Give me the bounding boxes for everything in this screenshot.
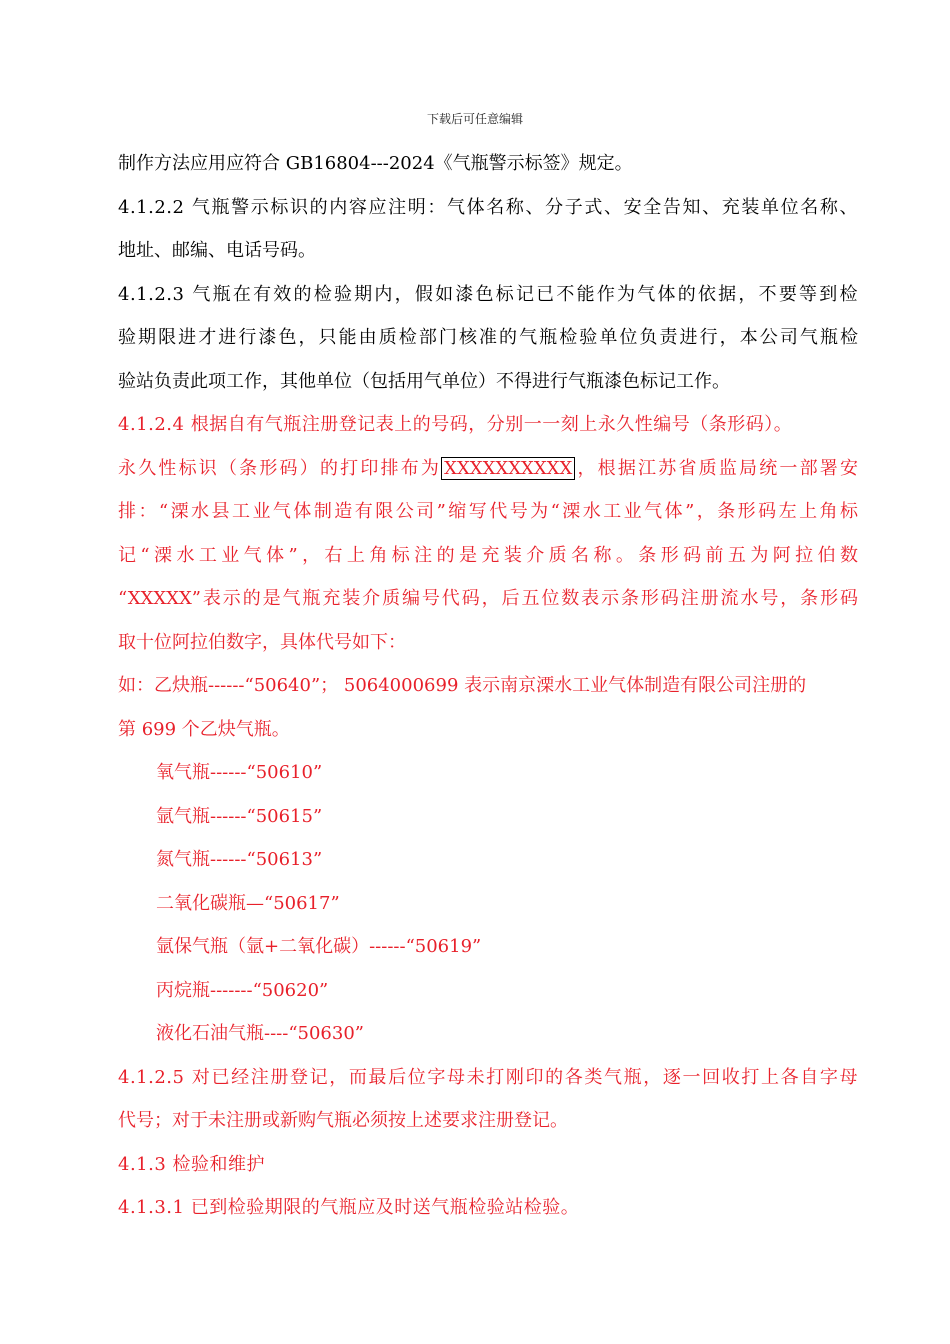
section-heading: 4.1.3 检验和维护 bbox=[118, 1153, 266, 1175]
paragraph-line bbox=[118, 447, 858, 491]
paragraph-line: 4.1.2.4 根据自有气瓶注册登记表上的号码，分别一一刻上永久性编号（条形码）。 bbox=[118, 414, 793, 435]
paragraph-line: “XXXXX”表示的是气瓶充装介质编号代码，后五位数表示条形码注册流水号，条形码 bbox=[118, 588, 858, 609]
paragraph-line: 如：乙炔瓶------“50640”； 5064000699 表示南京溧水工业气体制造有限公司注册的 bbox=[118, 675, 807, 696]
code-item-oxygen: 氧气瓶------“50610” bbox=[156, 762, 323, 783]
paragraph-line: 记“溧水工业气体”，右上角标注的是充装介质名称。条形码前五为阿拉伯数 bbox=[118, 544, 858, 566]
paragraph-line: 4.1.3.1 已到检验期限的气瓶应及时送气瓶检验站检验。 bbox=[118, 1197, 580, 1218]
line-text: ，根据江苏省质监局统一部署安 bbox=[575, 457, 859, 479]
paragraph-line: 4.1.2.5 对已经注册登记，而最后位字母未打刚印的各类气瓶，逐一回收打上各自字母 bbox=[118, 1066, 858, 1088]
code-item-argon-mix: 氩保气瓶（氩+二氧化碳）------“50619” bbox=[156, 936, 482, 957]
paragraph-line: 验站负责此项工作，其他单位（包括用气单位）不得进行气瓶漆色标记工作。 bbox=[118, 370, 730, 392]
barcode-placeholder-box: XXXXXXXXXX bbox=[441, 457, 575, 480]
code-item-nitrogen: 氮气瓶------“50613” bbox=[156, 849, 323, 870]
paragraph-line: 第 699 个乙炔气瓶。 bbox=[118, 718, 290, 740]
code-item-lpg: 液化石油气瓶----“50630” bbox=[156, 1023, 364, 1044]
page-header: 下载后可任意编辑 bbox=[426, 112, 523, 126]
code-item-argon: 氩气瓶------“50615” bbox=[156, 805, 323, 827]
line-text: 永久性标识（条形码）的打印排布为 bbox=[118, 457, 442, 479]
paragraph-line: 4.1.2.3 气瓶在有效的检验期内，假如漆色标记已不能作为气体的依据，不要等到检 bbox=[118, 283, 858, 305]
document-body bbox=[118, 142, 858, 1230]
paragraph-line: 取十位阿拉伯数字，具体代号如下： bbox=[118, 631, 406, 653]
paragraph-line: 代号；对于未注册或新购气瓶必须按上述要求注册登记。 bbox=[118, 1110, 568, 1131]
paragraph-line: 排：“溧水县工业气体制造有限公司”缩写代号为“溧水工业气体”，条形码左上角标 bbox=[118, 501, 858, 522]
paragraph-line: 验期限进才进行漆色，只能由质检部门核准的气瓶检验单位负责进行，本公司气瓶检 bbox=[118, 327, 858, 348]
paragraph-line: 制作方法应用应符合 GB16804---2024《气瓶警示标签》规定。 bbox=[118, 153, 633, 174]
code-item-propane: 丙烷瓶-------“50620” bbox=[156, 979, 329, 1001]
paragraph-line: 地址、邮编、电话号码。 bbox=[118, 240, 316, 261]
code-item-co2: 二氧化碳瓶—“50617” bbox=[156, 892, 340, 914]
paragraph-line: 4.1.2.2 气瓶警示标识的内容应注明：气体名称、分子式、安全告知、充装单位名称、 bbox=[118, 196, 858, 218]
